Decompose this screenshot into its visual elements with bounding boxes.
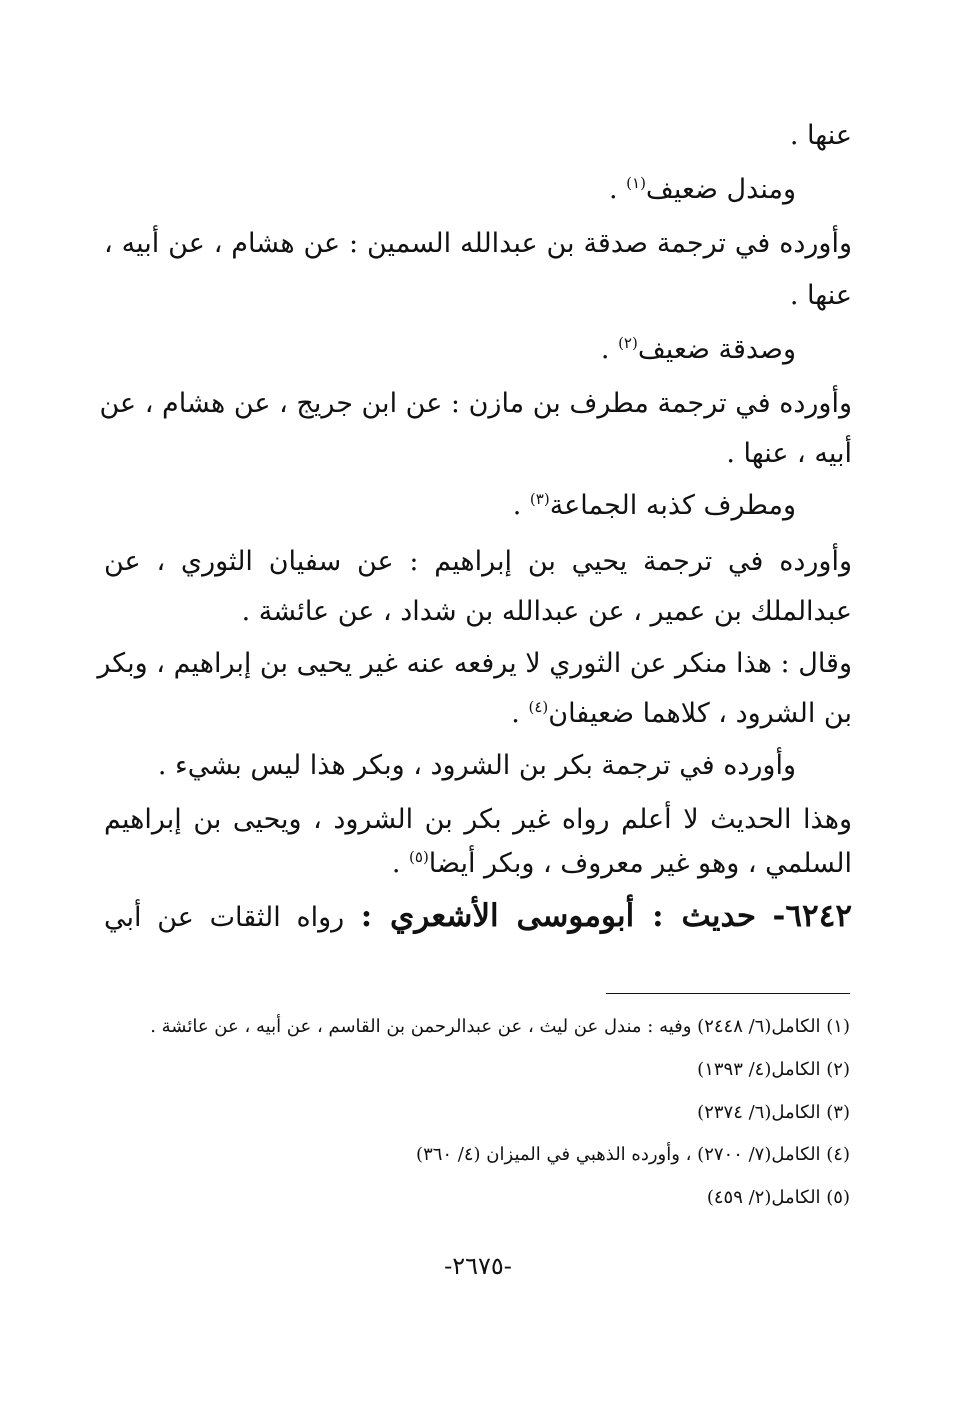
footnote-5: (٥) الكامل(٢/ ٤٥٩): [706, 1187, 850, 1208]
page-number: -٢٦٧٥-: [444, 1252, 512, 1280]
text-line-5-period: .: [600, 334, 610, 365]
text-line-1: عنها .: [789, 120, 852, 151]
text-line-2-body: ومندل ضعيف: [645, 174, 796, 205]
footnote-mark-4: (٤): [528, 698, 549, 716]
footnote-divider: [606, 993, 850, 994]
footnote-mark-3: (٣): [529, 490, 550, 508]
text-line-13: وأورده في ترجمة بكر بن الشرود ، وبكر هذا ليس بشيء .: [157, 750, 796, 781]
footnote-1: (١) الكامل(٦/ ٢٤٤٨) وفيه : مندل عن ليث ، عن عبدالرحمن بن القاسم ، عن أبيه ، عن عائشة .: [150, 1016, 850, 1037]
text-line-8: [513, 482, 796, 530]
text-line-9: وأورده في ترجمة يحيي بن إبراهيم : عن سفيان الثوري ، عن: [104, 546, 852, 577]
footnote-mark-5: (٥): [409, 848, 429, 866]
text-line-7: أبيه ، عنها .: [726, 438, 852, 469]
footnote-2: (٢) الكامل(٤/ ١٣٩٣): [697, 1059, 850, 1080]
text-line-2-period: .: [608, 174, 618, 205]
footnote-3: (٣) الكامل(٦/ ٢٣٧٤): [697, 1102, 850, 1123]
text-line-15-body: السلمي ، وهو غير معروف ، وبكر أيضا: [428, 848, 852, 879]
text-line-10: عبدالملك بن عمير ، عن عبدالله بن شداد ، عن عائشة .: [241, 596, 852, 627]
text-line-8-body: ومطرف كذبه الجماعة: [549, 490, 796, 521]
footnote-mark-1: (١): [626, 174, 646, 192]
text-line-8-period: .: [512, 490, 522, 521]
text-line-5: [601, 326, 796, 374]
text-line-12-period: .: [511, 698, 520, 729]
text-line-11: وقال : هذا منكر عن الثوري لا يرفعه عنه غير يحيى بن إبراهيم ، وبكر: [97, 648, 852, 679]
text-line-3: وأورده في ترجمة صدقة بن عبدالله السمين : عن هشام ، عن أبيه ،: [104, 228, 852, 259]
footnote-4: (٤) الكامل(٧/ ٢٧٠٠) ، وأورده الذهبي في الميزان (٤/ ٣٦٠): [416, 1144, 850, 1165]
text-line-15: [392, 840, 852, 888]
text-line-14: وهذا الحديث لا أعلم رواه غير بكر بن الشرود ، ويحيى بن إبراهيم: [104, 804, 852, 835]
hadith-heading: [104, 892, 852, 942]
footnote-mark-2: (٢): [618, 334, 638, 352]
text-line-12-body: بن الشرود ، كلاهما ضعيفان: [548, 698, 852, 729]
text-line-4: عنها .: [789, 280, 852, 311]
text-line-6: وأورده في ترجمة مطرف بن مازن : عن ابن جريج ، عن هشام ، عن: [99, 388, 852, 419]
text-line-12: [511, 690, 852, 738]
text-line-5-body: وصدقة ضعيف: [637, 334, 796, 365]
text-line-2: [609, 166, 796, 214]
hadith-heading-rest: رواه الثقات عن أبي: [104, 902, 345, 933]
hadith-title: حديث : أبوموسى الأشعري :: [360, 898, 756, 934]
text-line-15-period: .: [391, 848, 401, 879]
hadith-number: ٦٢٤٢-: [772, 898, 852, 934]
